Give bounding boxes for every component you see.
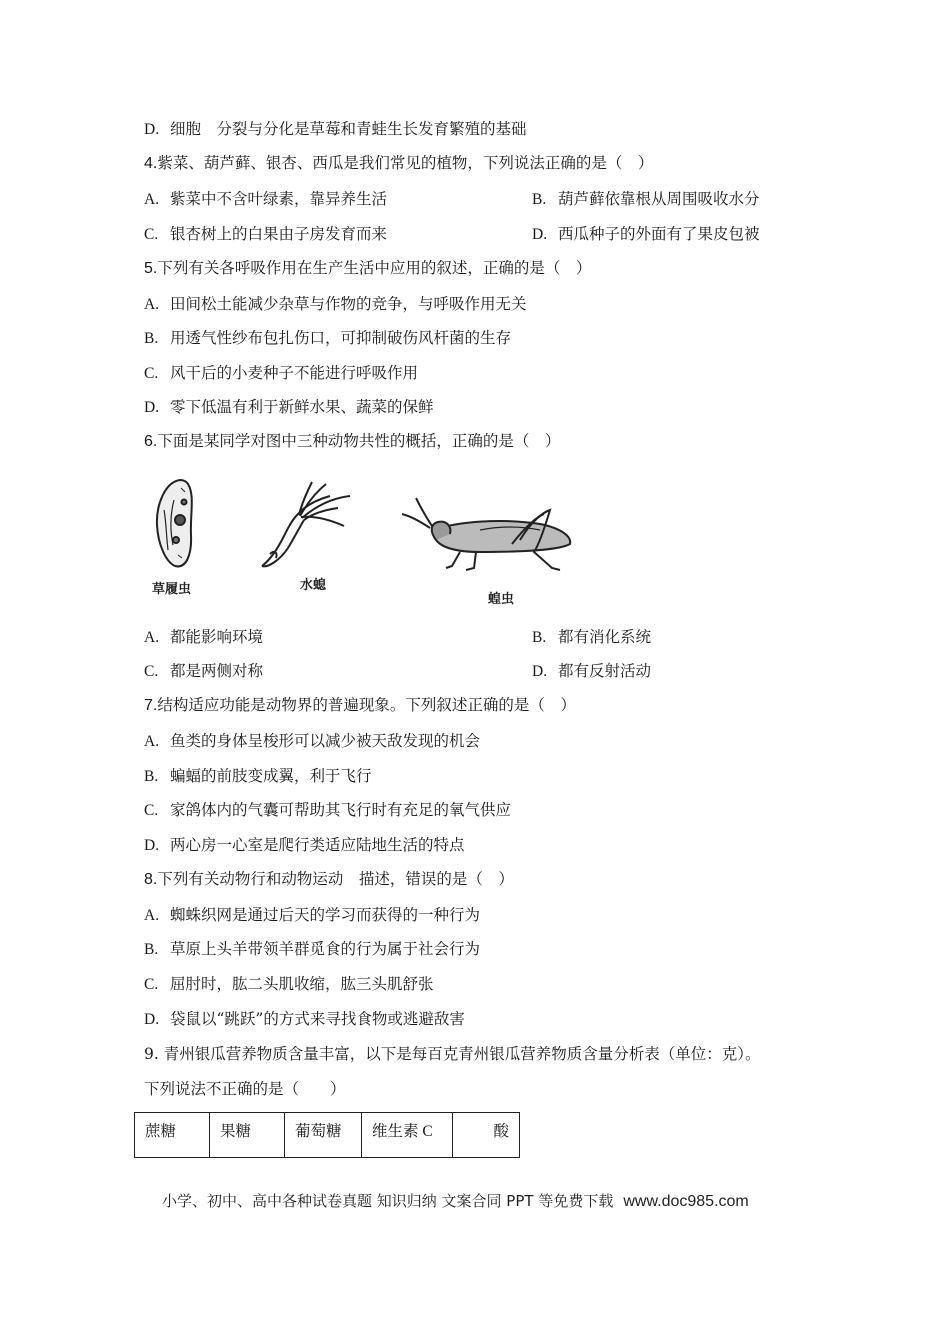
question-number: 7. bbox=[144, 697, 158, 714]
option-letter: D. bbox=[144, 399, 160, 416]
hydra-label: 水螅 bbox=[300, 578, 327, 593]
option-letter: A. bbox=[144, 907, 160, 924]
question-number: 6. bbox=[144, 433, 158, 450]
animals-figure bbox=[140, 470, 580, 610]
q6-option-a bbox=[144, 627, 263, 648]
option-text: 银杏树上的白果由子房发育而来 bbox=[170, 225, 388, 243]
option-text: 西瓜种子的外面有了果皮包被 bbox=[558, 225, 760, 243]
option-text: 屈肘时，肱二头肌收缩，肱三头肌舒张 bbox=[170, 975, 434, 993]
table-cell: 蔗糖 bbox=[135, 1113, 210, 1158]
question-9-prompt: 下列说法不正确的是（ ） bbox=[144, 1080, 346, 1098]
question-5-stem bbox=[144, 258, 591, 279]
table-cell: 果糖 bbox=[210, 1113, 285, 1158]
option-letter: B. bbox=[532, 629, 547, 646]
option-letter: A. bbox=[144, 296, 160, 313]
option-letter: A. bbox=[144, 629, 160, 646]
option-text: 风干后的小麦种子不能进行呼吸作用 bbox=[170, 364, 419, 382]
option-letter: B. bbox=[144, 768, 159, 785]
table-cell: 酸 bbox=[453, 1113, 520, 1158]
question-text: 下列有关动物行和动物运动 描述，错误的是（ ） bbox=[157, 870, 514, 888]
question-9-stem: 9. 青州银瓜营养物质含量丰富，以下是每百克青州银瓜营养物质含量分析表（单位：克）。 bbox=[144, 1045, 761, 1063]
question-8-stem bbox=[144, 869, 514, 890]
option-text: 蜘蛛织网是通过后天的学习而获得的一种行为 bbox=[170, 906, 481, 924]
table-cell: 葡萄糖 bbox=[285, 1113, 362, 1158]
q8-option-b bbox=[144, 939, 480, 960]
option-letter: C. bbox=[144, 226, 159, 243]
option-letter: C. bbox=[144, 802, 159, 819]
footer-url: www.doc985.com bbox=[623, 1193, 749, 1210]
option-text: 紫菜中不含叶绿素，靠异养生活 bbox=[170, 190, 388, 208]
option-text: 草原上头羊带领羊群觅食的行为属于社会行为 bbox=[170, 940, 481, 958]
page-footer bbox=[162, 1190, 749, 1211]
option-text: 鱼类的身体呈梭形可以减少被天敌发现的机会 bbox=[170, 732, 481, 750]
option-letter: C. bbox=[144, 976, 159, 993]
q8-option-d bbox=[144, 1009, 465, 1030]
q5-option-c bbox=[144, 363, 418, 384]
option-letter: D. bbox=[144, 1011, 160, 1028]
q6-option-d bbox=[532, 661, 651, 682]
option-text: 家鸽体内的气囊可帮助其飞行时有充足的氧气供应 bbox=[170, 801, 512, 819]
q8-option-c bbox=[144, 974, 434, 995]
option-text: 都有消化系统 bbox=[558, 628, 652, 646]
option-letter: B. bbox=[144, 941, 159, 958]
table-cell: 维生素 C bbox=[362, 1113, 453, 1158]
q4-option-c bbox=[144, 224, 387, 245]
question-text: 紫菜、葫芦藓、银杏、西瓜是我们常见的植物，下列说法正确的是（ ） bbox=[157, 154, 654, 172]
option-letter: B. bbox=[144, 330, 159, 347]
question-text: 下列有关各呼吸作用在生产生活中应用的叙述，正确的是（ ） bbox=[157, 259, 592, 277]
q5-option-b bbox=[144, 328, 511, 349]
option-text: 都是两侧对称 bbox=[170, 662, 264, 680]
question-number: 4. bbox=[144, 155, 158, 172]
option-letter: C. bbox=[144, 663, 159, 680]
q8-option-a bbox=[144, 905, 480, 926]
option-text: 葫芦藓依靠根从周围吸收水分 bbox=[558, 190, 760, 208]
question-text: 结构适应功能是动物界的普遍现象。下列叙述正确的是（ ） bbox=[157, 696, 576, 714]
q4-option-a bbox=[144, 189, 387, 210]
option-letter: D. bbox=[144, 121, 160, 138]
option-letter: A. bbox=[144, 733, 160, 750]
grasshopper-label: 蝗虫 bbox=[488, 592, 515, 607]
option-text: 用透气性纱布包扎伤口，可抑制破伤风杆菌的生存 bbox=[170, 329, 512, 347]
footer-text: 小学、初中、高中各种试卷真题 知识归纳 文案合同 PPT 等免费下载 bbox=[162, 1192, 614, 1210]
question-number: 8. bbox=[144, 871, 158, 888]
question-text: 下面是某同学对图中三种动物共性的概括，正确的是（ ） bbox=[157, 432, 561, 450]
option-text: 蝙蝠的前肢变成翼，利于飞行 bbox=[170, 767, 372, 785]
option-text: 两心房一心室是爬行类适应陆地生活的特点 bbox=[170, 836, 465, 854]
paramecium-drawing bbox=[157, 480, 192, 566]
option-letter: D. bbox=[532, 226, 548, 243]
option-letter: A. bbox=[144, 191, 160, 208]
option-text: 细胞 分裂与分化是草莓和青蛙生长发育繁殖的基础 bbox=[170, 120, 527, 138]
option-text: 都有反射活动 bbox=[558, 662, 652, 680]
question-4-stem bbox=[144, 153, 653, 174]
q4-option-b bbox=[532, 189, 760, 210]
question-6-stem bbox=[144, 431, 560, 452]
paramecium-label: 草履虫 bbox=[152, 582, 192, 597]
question-7-stem bbox=[144, 695, 576, 716]
q7-option-a bbox=[144, 731, 480, 752]
q5-option-d bbox=[144, 397, 434, 418]
option-text: 零下低温有利于新鲜水果、蔬菜的保鲜 bbox=[170, 398, 434, 416]
option-text: 袋鼠以“跳跃”的方式来寻找食物或逃避敌害 bbox=[170, 1010, 465, 1028]
q6-option-c bbox=[144, 661, 263, 682]
q7-option-c bbox=[144, 800, 511, 821]
nutrition-table bbox=[134, 1112, 520, 1158]
question-number: 5. bbox=[144, 260, 158, 277]
option-letter: D. bbox=[532, 663, 548, 680]
q7-option-d bbox=[144, 835, 465, 856]
q5-option-a bbox=[144, 294, 527, 315]
option-text: 都能影响环境 bbox=[170, 628, 264, 646]
option-letter: D. bbox=[144, 837, 160, 854]
q7-option-b bbox=[144, 766, 372, 787]
grasshopper-drawing bbox=[402, 498, 570, 570]
q4-option-d bbox=[532, 224, 760, 245]
table-header-row bbox=[135, 1113, 520, 1158]
q3-option-d bbox=[144, 119, 527, 140]
q6-option-b bbox=[532, 627, 651, 648]
hydra-drawing bbox=[262, 482, 350, 566]
option-letter: B. bbox=[532, 191, 547, 208]
option-text: 田间松土能减少杂草与作物的竞争，与呼吸作用无关 bbox=[170, 295, 527, 313]
option-letter: C. bbox=[144, 365, 159, 382]
